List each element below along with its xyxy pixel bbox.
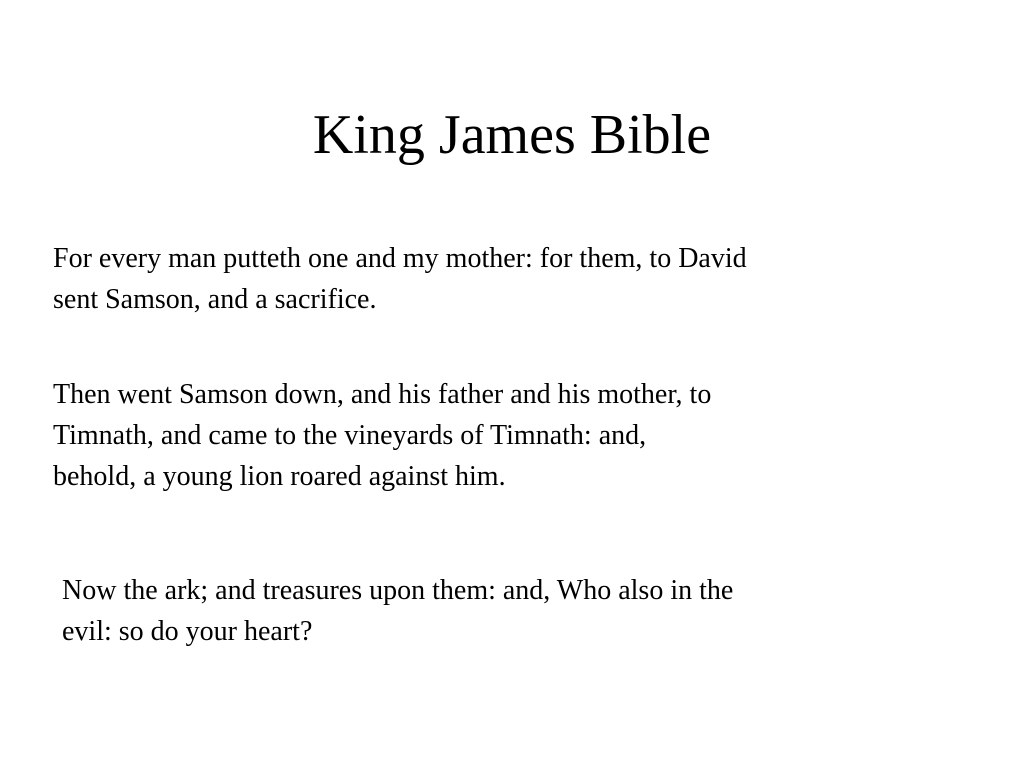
verse-line: Timnath, and came to the vineyards of Timnath: and, xyxy=(53,420,647,451)
verse-paragraph-3 xyxy=(62,570,912,652)
verse-line: Now the ark; and treasures upon them: and, Who also in the xyxy=(62,575,734,606)
verse-paragraph-1 xyxy=(53,238,923,320)
slide-title: King James Bible xyxy=(312,104,712,166)
verse-line: evil: so do your heart? xyxy=(62,616,313,647)
verse-line: For every man putteth one and my mother: for them, to David xyxy=(53,243,747,274)
verse-line: Then went Samson down, and his father and his mother, to xyxy=(53,379,712,410)
verse-line: behold, a young lion roared against him. xyxy=(53,461,506,492)
verse-line: sent Samson, and a sacrifice. xyxy=(53,284,377,315)
verse-paragraph-2 xyxy=(53,374,883,497)
